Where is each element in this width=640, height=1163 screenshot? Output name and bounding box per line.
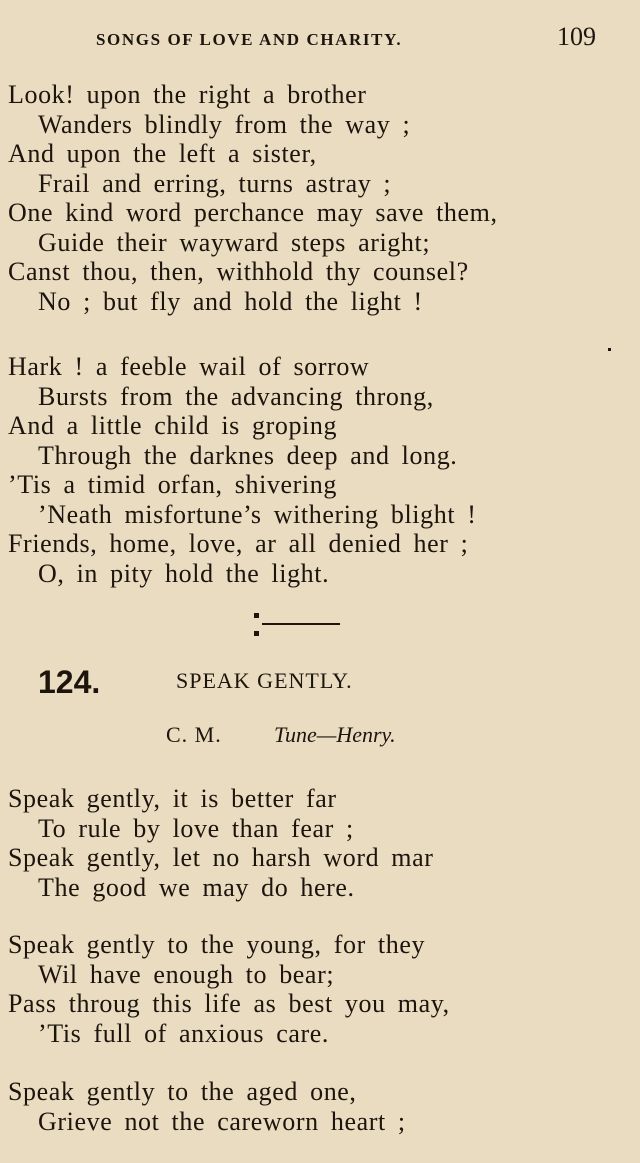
page-header xyxy=(0,22,640,56)
meter-line xyxy=(0,722,640,752)
verse-line: Speak gently to the young, for they xyxy=(8,930,426,959)
verse-line: Bursts from the advancing throng, xyxy=(38,381,434,411)
verse-line: Look! upon the right a brother xyxy=(8,80,367,109)
verse-line: Speak gently to the aged one, xyxy=(8,1077,357,1106)
verse-line: Frail and erring, turns astray ; xyxy=(38,168,392,198)
verse-line: The good we may do here. xyxy=(38,872,355,902)
verse-line: ’Tis a timid orfan, shivering xyxy=(8,470,337,499)
verse-line: To rule by love than fear ; xyxy=(38,813,354,843)
hymn-number: 124. xyxy=(38,664,101,700)
verse-line: Friends, home, love, ar all denied her ; xyxy=(8,529,469,558)
verse-line: And upon the left a sister, xyxy=(8,139,317,168)
print-speck xyxy=(608,348,611,351)
ornament-dot xyxy=(254,631,259,636)
stanza-4 xyxy=(8,930,628,1048)
verse-line: And a little child is groping xyxy=(8,411,338,440)
verse-line: Hark ! a feeble wail of sorrow xyxy=(8,352,370,381)
verse-line: ’Neath misfortune’s withering blight ! xyxy=(38,499,477,529)
stanza-3 xyxy=(8,784,628,902)
tune-name: Tune—Henry. xyxy=(274,722,396,747)
verse-line: Speak gently, it is better far xyxy=(8,784,337,813)
stanza-1 xyxy=(8,80,628,316)
verse-line: Canst thou, then, withhold thy counsel? xyxy=(8,257,469,286)
verse-line: Pass throug this life as best you may, xyxy=(8,989,450,1018)
section-divider xyxy=(262,623,340,625)
verse-line: Wanders blindly from the way ; xyxy=(38,109,411,139)
running-head: SONGS OF LOVE AND CHARITY. xyxy=(96,30,403,49)
verse-line: One kind word perchance may save them, xyxy=(8,198,498,227)
verse-line: No ; but fly and hold the light ! xyxy=(38,286,423,316)
ornament-dot xyxy=(254,613,259,618)
verse-line: O, in pity hold the light. xyxy=(38,558,330,588)
stanza-5 xyxy=(8,1077,628,1136)
meter: C. M. xyxy=(166,722,222,747)
verse-line: Wil have enough to bear; xyxy=(38,959,335,989)
verse-line: Grieve not the careworn heart ; xyxy=(38,1106,406,1136)
verse-line: ’Tis full of anxious care. xyxy=(38,1018,329,1048)
stanza-2 xyxy=(8,352,628,588)
hymn-heading xyxy=(0,664,640,700)
verse-line: Speak gently, let no harsh word mar xyxy=(8,843,434,872)
verse-line: Guide their wayward steps aright; xyxy=(38,227,431,257)
verse-line: Through the darknes deep and long. xyxy=(38,440,458,470)
page-number: 109 xyxy=(557,22,596,51)
hymn-title: SPEAK GENTLY. xyxy=(176,668,353,693)
